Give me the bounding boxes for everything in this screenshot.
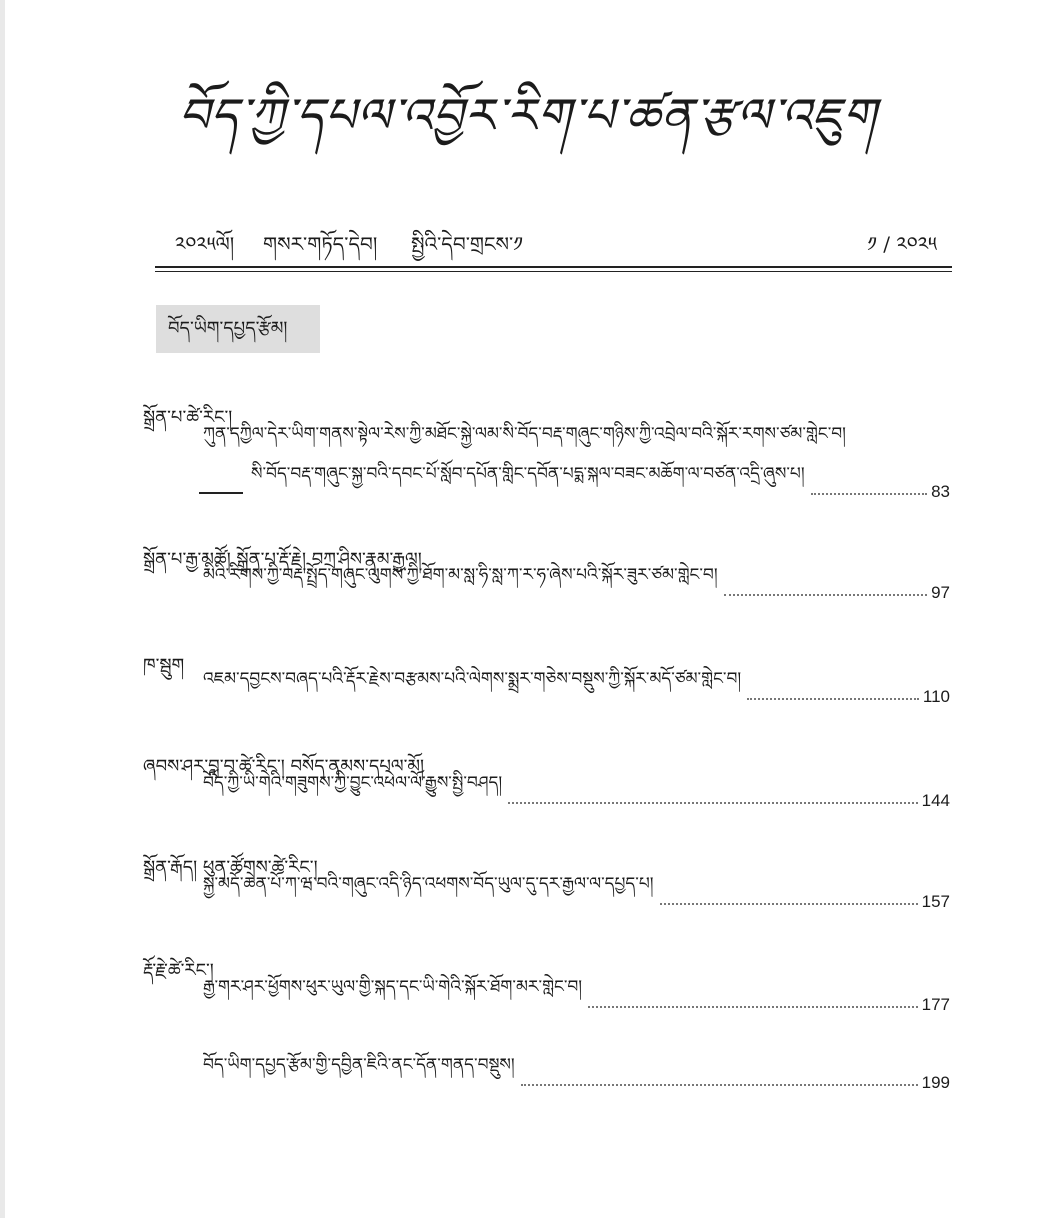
toc-line[interactable] (203, 773, 950, 811)
article-title: རྒྱ་གར་ཤར་ཕྱོགས་ཕུར་ཡུལ་གྱི་སྐད་དང་ཡི་གེའི་སྐོར་ཐོག་མར་གླེང་བ། (203, 977, 583, 997)
entry-author: ཁ་སྦུག (143, 655, 185, 676)
dot-leader (660, 903, 918, 905)
issue-number: ༡ / ༢༠༢༥ (867, 232, 937, 256)
entry-author: རྡོ་རྗེ་ཚེ་རིང་། (143, 960, 214, 981)
toc-line[interactable] (203, 565, 950, 603)
page-number: 110 (922, 687, 950, 706)
page-number: 144 (921, 791, 950, 810)
dot-leader (747, 698, 919, 700)
article-title: ཀུན་དཀྱིལ་དེར་ཡིག་གནས་སྟེལ་རེས་ཀྱི་མཐོང་སྐྱེ་ལམ་སི་བོད་བརྡ་གཞུང་གཉིས་ཀྱི་འབྲེལ་བའི་སྐོར་རགས་ཙམ་གླེང་བ། (203, 424, 846, 444)
article-title: བོད་ཀྱི་ཡི་གེའི་གཟུགས་ཀྱི་བྱུང་འཕེལ་ལོ་རྒྱུས་སྤྱི་བཤད། (203, 773, 503, 793)
issue-year: ༢༠༢༥ལོ། (175, 232, 235, 256)
dot-leader (724, 594, 927, 596)
dash-separator (199, 492, 243, 494)
entry-author: སྒྲོན་པ་རྒྱ་མཚོ། སྒྲོན་པ་རྡོ་རྗེ། བཀྲ་ཤིས་རྣམ་རྒྱལ། (143, 549, 422, 570)
page-number: 157 (921, 892, 950, 911)
entry-author: ཞབས་ཤར་བླ་བ་ཚེ་རིང་། བསོད་ནམས་དཔལ་མོ། (143, 756, 425, 777)
entry-author: སྒྲོན་པ་ཚེ་རིང་། (143, 407, 233, 428)
issue-series: གསར་གཏོད་དེབ། (263, 232, 378, 256)
dot-leader (508, 802, 917, 804)
toc-line[interactable] (203, 874, 950, 912)
dot-leader (588, 1006, 918, 1008)
page-number: 199 (921, 1073, 950, 1092)
article-title: སི་བོད་བརྡ་གཞུང་སྐྱ་བའི་དབང་པོ་སློབ་དཔོན་གླིང་དབོན་པདྨ་སྐལ་བཟང་མཆོག་ལ་བཙན་འདྲི་ཞུས་པ། (251, 464, 805, 484)
article-title: མིའི་རིགས་ཀྱི་བརྡ་སྤྲོད་གཞུང་ལུགས་ཀྱི་ཐོག་མ་སླ་ཧི་སླ་ཀ་ར་ཧ་ཞེས་པའི་སྐོར་ཟུར་ཙམ་གླེང་བ། (203, 565, 718, 585)
page-number: 97 (931, 583, 950, 602)
appendix-title: བོད་ཡིག་དཔྱད་རྩོམ་གྱི་དབྱིན་ཇིའི་ནང་དོན་གནད་བསྡུས། (203, 1055, 515, 1075)
journal-title: བོད་ཀྱི་དཔལ་འབྱོར་རིག་པ་ཚན་རྩལ་འཇུག (178, 88, 877, 144)
dot-leader (521, 1084, 918, 1086)
page-number: 177 (921, 995, 950, 1014)
section-heading: བོད་ཡིག་དཔྱད་རྩོམ། (156, 305, 320, 353)
dot-leader (811, 493, 927, 495)
header-rule (155, 266, 952, 268)
article-title: འཇམ་དབྱངས་བཞད་པའི་རྡོར་རྗེས་བརྩམས་པའི་ལེགས་སྨྲར་གཅེས་བསྡུས་ཀྱི་སྐོར་མདོ་ཙམ་གླེང་བ། (203, 669, 742, 689)
toc-line[interactable] (203, 669, 950, 707)
issue-number-label: སྤྱིའི་དེབ་གྲངས་༡ (411, 232, 523, 256)
header-rule-thin (155, 271, 952, 272)
toc-line[interactable] (203, 464, 950, 502)
entry-author: སྒྲོན་རྒོད། ཕུན་ཚོགས་ཚེ་རིང་། (143, 857, 318, 878)
page-number: 83 (931, 482, 950, 501)
issue-info-row (175, 222, 937, 256)
toc-line[interactable] (203, 977, 950, 1015)
toc-line-appendix[interactable] (203, 1055, 950, 1093)
article-title: སྐྱ་མདོ་ཆེན་པོ་ཀ་ཝ་བའི་གཞུང་འདི་ཉིད་འཕགས་བོད་ཡུལ་དུ་དར་རྒྱལ་ལ་དཔྱད་པ། (203, 874, 654, 894)
